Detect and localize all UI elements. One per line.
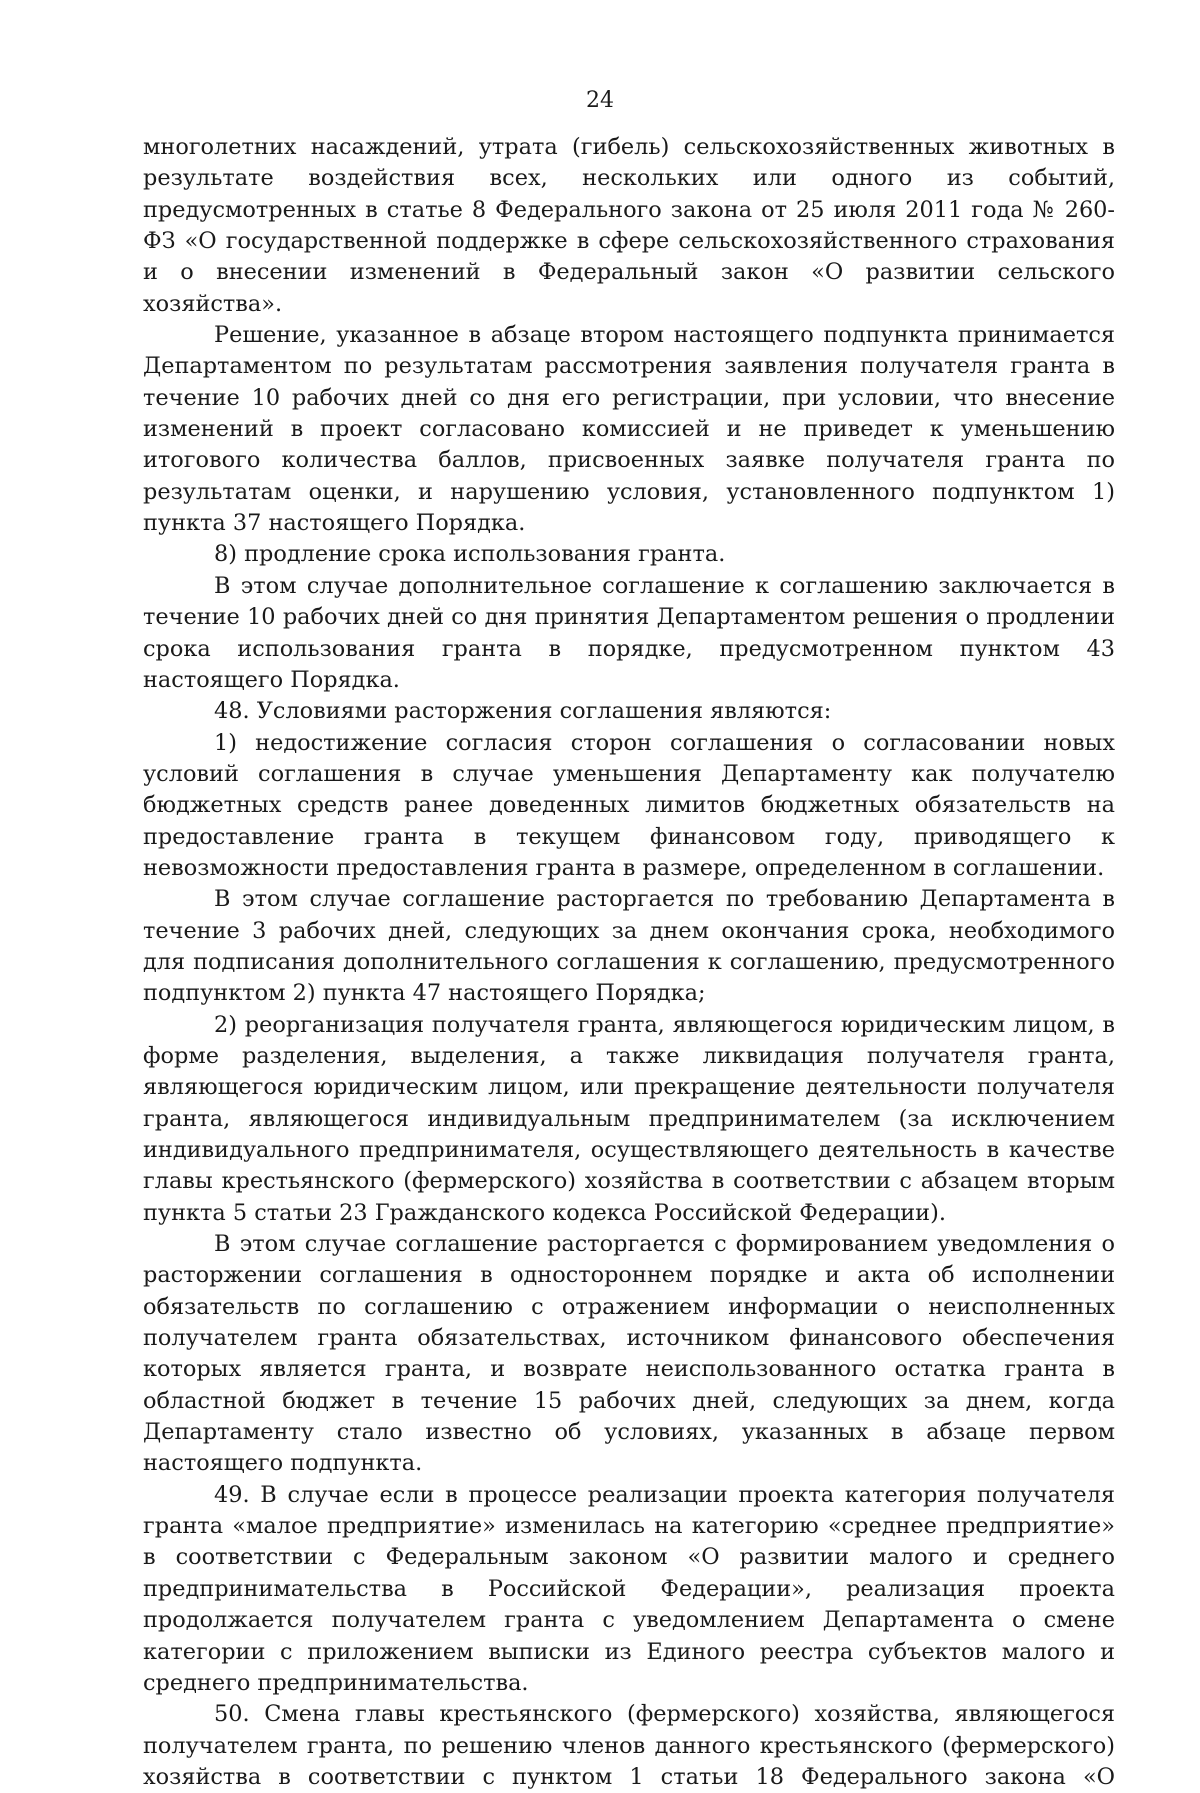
paragraph-continuation: многолетних насаждений, утрата (гибель) сельскохозяйственных животных в результате воздействия всех, нескольких или одного из событий, предусмотренных в статье 8 Федерального закона от 25 июля 2011 года № 260-ФЗ «О государственной поддержке в сфере сельскохозяйственного страхования и о внесении изменений в Федеральный закон «О развитии сельского хозяйства».	[143, 134, 1115, 317]
paragraph-decision: Решение, указанное в абзаце втором настоящего подпункта принимается Департаментом по результатам рассмотрения заявления получателя гранта в течение 10 рабочих дней со дня его регистрации, при условии, что внесение изменений в проект согласовано комиссией и не приведет к уменьшению итогового количества баллов, присвоенных заявке получателя гранта по результатам оценки, и нарушению условия, установленного подпунктом 1) пункта 37 настоящего Порядка.	[143, 322, 1115, 537]
clause-50: 50. Смена главы крестьянского (фермерского) хозяйства, являющегося получателем гранта, по решению членов данного крестьянского (фермерского) хозяйства в соответствии с пунктом 1 статьи 18 Федерального закона «О	[143, 1701, 1115, 1790]
paragraph-termination-2: В этом случае соглашение расторгается с формированием уведомления о расторжении соглашения в одностороннем порядке и акта об исполнении обязательств по соглашению с отражением информации о неисполненных получателем гранта обязательствах, источником финансового обеспечения которых является гранта, и возврате неиспользованного остатка гранта в областной бюджет в течение 15 рабочих дней, следующих за днем, когда Департаменту стало известно об условиях, указанных в абзаце первом настоящего подпункта.	[143, 1231, 1115, 1477]
clause-48-heading: 48. Условиями расторжения соглашения являются:	[214, 698, 832, 725]
document-body	[143, 132, 1115, 1793]
paragraph-termination-1: В этом случае соглашение расторгается по требованию Департамента в течение 3 рабочих дней, следующих за днем окончания срока, необходимого для подписания дополнительного соглашения к соглашению, предусмотренного подпунктом 2) пункта 47 настоящего Порядка;	[143, 886, 1115, 1007]
clause-49: 49. В случае если в процессе реализации проекта категория получателя гранта «малое предприятие» изменилась на категорию «среднее предприятие» в соответствии с Федеральным законом «О развитии малого и среднего предпринимательства в Российской Федерации», реализация проекта продолжается получателем гранта с уведомлением Департамента о смене категории с приложением выписки из Единого реестра субъектов малого и среднего предпринимательства.	[143, 1481, 1115, 1696]
clause-48-item-1: 1) недостижение согласия сторон соглашения о согласовании новых условий соглашения в случае уменьшения Департаменту как получателю бюджетных средств ранее доведенных лимитов бюджетных обязательств на предоставление гранта в текущем финансовом году, приводящего к невозможности предоставления гранта в размере, определенном в соглашении.	[143, 729, 1115, 881]
clause-48-item-2: 2) реорганизация получателя гранта, являющегося юридическим лицом, в форме разделения, выделения, а также ликвидация получателя гранта, являющегося юридическим лицом, или прекращение деятельности получателя гранта, являющегося индивидуальным предпринимателем (за исключением индивидуального предпринимателя, осуществляющего деятельность в качестве главы крестьянского (фермерского) хозяйства в соответствии с абзацем вторым пункта 5 статьи 23 Гражданского кодекса Российской Федерации).	[143, 1011, 1115, 1226]
list-item-8: 8) продление срока использования гранта.	[214, 541, 726, 568]
page-number: 24	[586, 88, 614, 113]
paragraph-extension: В этом случае дополнительное соглашение к соглашению заключается в течение 10 рабочих дней со дня принятия Департаментом решения о продлении срока использования гранта в порядке, предусмотренном пунктом 43 настоящего Порядка.	[143, 572, 1115, 693]
